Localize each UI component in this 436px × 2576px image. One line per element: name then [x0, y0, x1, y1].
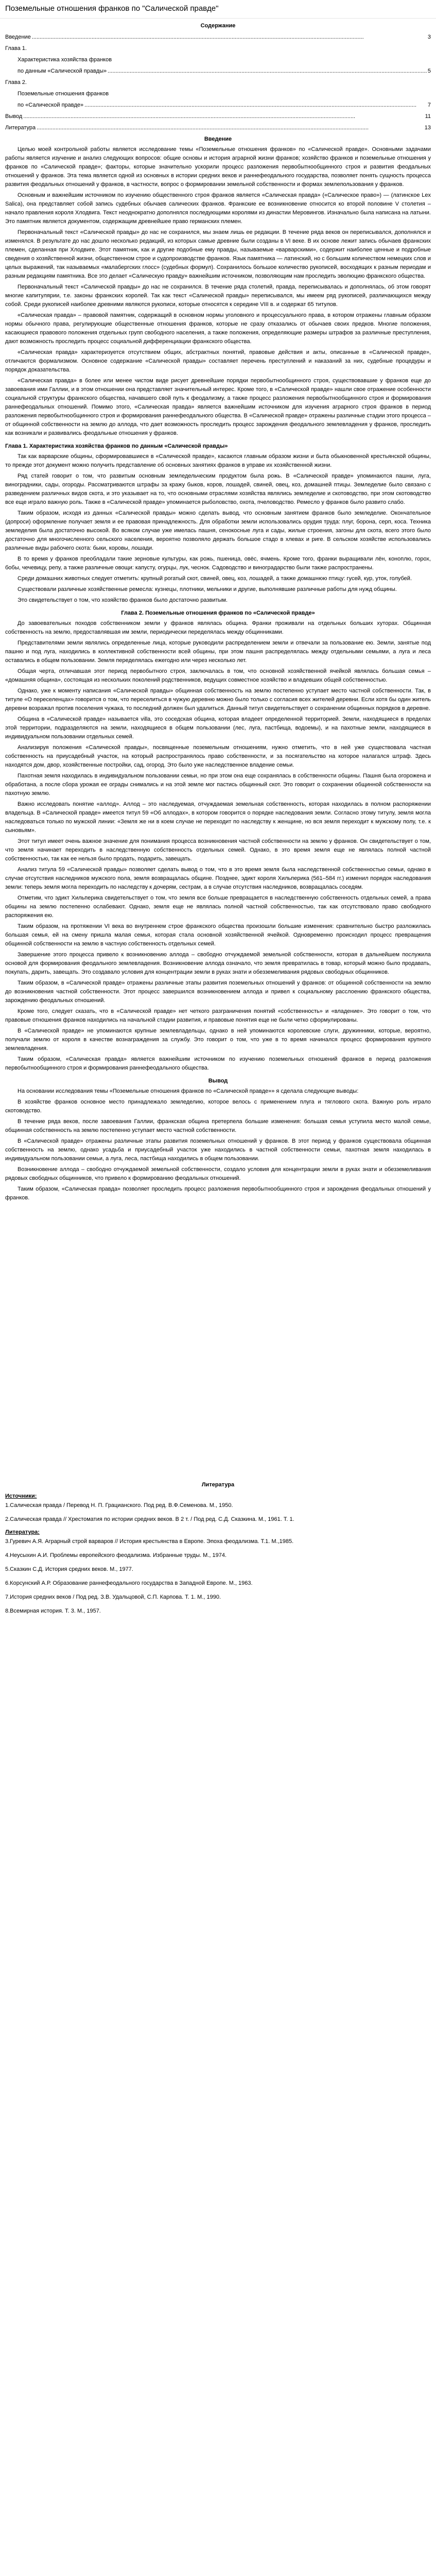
chapter1-heading: Глава 1. Характеристика хозяйства франков по данным «Салической правды»	[5, 443, 228, 449]
paragraph: Завершение этого процесса привело к возникновению аллода – свободно отчуждаемой земельной собственности, которая в дальнейшем послужила основой для формирования феодального землевладения. Возникновение аллода означало, что земля превратилась в товар, который можно было продавать, покупать, дарить, завещать. Это создавало условия для концентрации земли в руках знати и обезземеливания рядовых свободных общинников.	[5, 952, 431, 975]
paragraph: На основании исследования темы «Поземельные отношения франков по «Салической правде»» я сделала следующие выводы:	[18, 1088, 359, 1094]
source-item: 3.Гуревич А.Я. Аграрный строй варваров // История крестьянства в Европе. Эпоха феодализма. Т.1. М.,1985.	[5, 1538, 294, 1545]
paragraph: «Салическая правда» – правовой памятник, содержащий в основном нормы уголовного и процессуального права, в котором отражены главным образом нормы обычного права, регулирующие общественные отношения франков, которые не сразу отказались от обычаев своих предков. Многие положения, касающиеся правового положения отдельных групп свободного населения, а также положения, определяющие размеры штрафов за различные преступления, дают возможность проследить процесс социальной дифференциации франкского общества.	[5, 312, 431, 345]
source-item: 2.Салическая правда // Хрестоматия по истории средних веков. В 2 т. / Под ред. С.Д. Сказкина. М., 1961. Т. 1.	[5, 1516, 294, 1522]
paragraph: Важно исследовать понятие «аллод». Аллод – это наследуемая, отчуждаемая земельная собственность, которая находилась в полном распоряжении владельца. В «Салической правде» имеется титул 59 «Об аллодах», в котором говорится о порядке наследования земли. Согласно этому титулу, земля могла наследоваться только по мужской линии: «Земля же ни в коем случае не переходит по наследству к женщине, но вся земля переходит к мужскому полу, т.е. к сыновьям».	[5, 801, 431, 834]
paragraph: Представителями земли являлись определенные лица, которые руководили распределением земли и отвечали за пользование ею. Земли, занятые под пашню и под луга, находились в коллективной собственности всей общины, при этом пашня распределялась между отдельными семьями, а луга и леса оставались в общем пользовании. Земля переделялась ежегодно или через несколько лет.	[5, 640, 431, 664]
title-divider	[0, 18, 436, 19]
chapter2-section	[5, 619, 431, 1073]
toc-item: по данным «Салической правды» ..... 5	[5, 68, 431, 74]
paragraph: В то время у франков преобладали такие зерновые культуры, как рожь, пшеница, овёс, ячмень. Кроме того, франки выращивали лён, коноплю, горох, бобы, чечевицу, репу, а также различные овощи: капусту, огурцы, лук, чеснок. Садоводство и виноградарство были также распространены.	[5, 556, 431, 571]
paragraph: До завоевательных походов собственником земли у франков являлась община. Франки проживали на отдельных больших хуторах. Общинная собственность на землю, предоставлявшая им земли, периодически переделялась между общинниками.	[5, 620, 431, 635]
paragraph: Таким образом, «Салическая правда» позволяет проследить процесс разложения первобытнообщинного строя и зарождения феодальных отношений у франков.	[5, 1186, 431, 1201]
paragraph: В «Салической правде» отражены различные этапы развития поземельных отношений у франков. В этот период у франков существовала общинная собственность на землю, однако усадьба и приусадебный участок уже находились в частной собственности семьи, пахотная земля находилась в индивидуальном пользовании семьи, а луга, леса, пастбища находились в общем пользовании.	[5, 1138, 431, 1162]
paragraph: В хозяйстве франков основное место принадлежало земледелию, которое велось с применением плуга и тяглового скота. Важную роль играло скотоводство.	[5, 1099, 431, 1114]
toc-item: Введение ..... 3	[5, 34, 431, 40]
primary-sources-label: Источники:	[5, 1493, 37, 1499]
toc-item: Литература ..... 13	[5, 125, 431, 131]
chapter1-section	[5, 452, 431, 605]
intro-section	[5, 145, 431, 438]
paragraph: Анализ титула 59 «Салической правды» позволяет сделать вывод о том, что в это время земля была наследственной собственностью семьи, однако в случае отсутствия наследников мужского пола, земля возвращалась общине. Позднее, эдикт короля Хильперика (561–584 гг.) изменил порядок наследования земли: теперь земля могла переходить по наследству к дочерям, сестрам, а в случае отсутствия наследников, возвращалась соседям.	[5, 867, 431, 890]
paragraph: Это свидетельствует о том, что хозяйство франков было достаточно развитым.	[18, 597, 228, 603]
secondary-sources-label: Литература:	[5, 1529, 40, 1535]
conclusion-heading: Вывод	[208, 1078, 228, 1084]
conclusion-section	[5, 1087, 431, 1202]
toc-item: Глава 1.	[5, 45, 27, 52]
paragraph: Целью моей контрольной работы является исследование темы «Поземельные отношения франков» по «Салической правде». Основными задачами работы является изучение и анализ следующих вопросов: общие основы и история аграрной жизни франков; хозяйство франков и поземельные отношения у франков по «Салической правде»; факторы, которые значительно ускорили процесс разложения первобытнообщинного строя и развития феодальных отношений у франков. Эта тема является одной из основных в истории средних веков и раннефеодального государства, позволяет понять сущность процесса развития феодальных отношений у франков, в частности, вопрос о формировании земельной собственности и формах землепользования у франков.	[5, 146, 431, 188]
paragraph: Первоначальный текст «Салической правды» до нас не сохранился, мы знаем лишь ее редакции. В течение ряда веков он переписывался, дополнялся и изменялся. В результате до нас дошло несколько редакций, из которых самые древние были созданы в VI веке. В их основе лежит запись обычаев франкских племен, сделанная при Хлодвиге. Этот памятник, как и другие подобные ему правды, называемые «варварскими», содержит наиболее ценные и подробные сведения о хозяйственной жизни, общественном строе и судопроизводстве франков. Язык памятника — латинский, но с большим количеством немецких слов и целых выражений, так называемых «малабергских глосс» (судебных формул). Сохранилось большое количество рукописей, восходящих к разным периодам и разным редакциям памятника. Все это делает «Салическую правду» важнейшим источником, позволяющим нам проследить эволюцию франкского общества.	[5, 229, 431, 279]
source-item: 4.Неусыхин А.И. Проблемы европейского феодализма. Избранные труды. М., 1974.	[5, 1552, 227, 1558]
toc-item: Характеристика хозяйства франков	[18, 57, 112, 63]
paragraph: В течение ряда веков, после завоевания Галлии, франкская община претерпела большие изменения: большая семья уступила место малой семье, общинная собственность на землю постепенно уступает место частной собственности.	[5, 1118, 431, 1133]
paragraph: «Салическая правда» характеризуется отсутствием общих, абстрактных понятий, правовые действия и акты, описанные в «Салической правде», отличаются формализмом. Основное содержание «Салической правды» составляет перечень преступлений и наказаний за них, судебные процедуры и порядок доказательства.	[5, 349, 431, 373]
table-of-contents	[5, 34, 431, 131]
toc-item: Глава 2.	[5, 79, 27, 86]
paragraph: Община в «Салической правде» называется villa, это соседская община, которая владеет определенной территорией. Земли, находящиеся в пределах этой территории, подразделяются на земли, находящиеся в общем пользовании (лес, луга, пастбища, водоемы), и на пахотные земли, находящиеся в индивидуальном пользовании отдельных семей.	[5, 716, 431, 740]
paragraph: Ряд статей говорит о том, что развитым основным земледельческим продуктом была рожь. В «Салической правде» упоминаются пашни, луга, виноградники, сады, огороды. Рассматриваются штрафы за кражу быков, коров, лошадей, свиней, овец, коз, домашней птицы. Земледелие было связано с разведением различных видов скота, и это указывает на то, что основными отраслями хозяйства являлись земледелие и скотоводство, при этом скотоводство все еще играло важную роль. Также в «Салической правде» упоминается рыболовство, охота, пчеловодство. Ремесло у франков было развито слабо.	[5, 473, 431, 505]
toc-item: по «Салической правде» ..... 7	[5, 102, 431, 108]
paragraph: «Салическая правда» в более или менее чистом виде рисует древнейшие порядки первобытнообщинного строя, существовавшие у франков еще до завоевания ими Галлии, и в этом отношении она представляет значительный интерес. Кроме того, в «Салической правде» нашли свое отражение особенности социальной структуры франкского общества, начавшего свой путь к феодализму, а также процесс разложения первобытнообщинного строя и формирования раннефеодальных отношений. Помимо этого, «Салическая правда» является важнейшим источником для изучения аграрного строя франков в период разложения первобытнообщинного строя и формирования раннефеодального общества. В «Салической правде» отражены различные стадии этого процесса – от общинной собственности на землю до аллода, что дает возможность проследить процесс зарождения феодального землевладения у франков, проследить как возникали и развивались феодальные отношения у франков.	[5, 378, 431, 436]
source-item: 7.История средних веков / Под ред. З.В. Удальцовой, С.П. Карпова. Т. 1. М., 1990.	[5, 1594, 221, 1600]
paragraph: Основным и важнейшим источником по изучению общественного строя франков является «Салическая правда» («Салическое право») — (латинское Lex Salica), она представляет собой запись судебных обычаев салических франков. Франкские ее возникновение относится ко второй половине V столетия – начало правления короля Хлодвига. Текст неоднократно дополнялся последующими королями из династии Меровингов. Изначально была написана на латыни. Это памятник является документом, содержащим древнейшее право германских племен.	[5, 192, 431, 225]
toc-heading: Содержание	[200, 23, 236, 29]
paragraph: Среди домашних животных следует отметить: крупный рогатый скот, свиней, овец, коз, лошадей, а также домашнюю птицу: гусей, кур, уток, голубей.	[18, 575, 412, 582]
paragraph: Таким образом, «Салическая правда» является важнейшим источником по изучению поземельных отношений франков в период разложения первобытнообщинного строя и формирования раннефеодального общества.	[5, 1056, 431, 1071]
sources-heading: Литература	[201, 1482, 235, 1488]
intro-heading: Введение	[204, 136, 232, 142]
paragraph: Кроме того, следует сказать, что в «Салической правде» нет четкого разграничения понятий «собственность» и «владение». Это говорит о том, что правовые отношения франков находились на начальной стадии развития, и правовые понятия еще не были четко сформулированы.	[5, 1008, 431, 1023]
toc-item: Поземельные отношения франков	[18, 91, 109, 97]
paragraph: Первоначальный текст «Салической правды» до нас не сохранился. В течение ряда столетий, правда, переписывалась и дополнялась, об этом говорят многие капитулярии, т.е. законы франкских королей. Так как текст «Салической правды» переписывался, мы имеем ряд рукописей, различающихся между собой. Среди рукописей наиболее древними являются рукописи, которые относятся к середине VIII в. и содержат 65 титулов.	[5, 284, 431, 308]
paragraph: Однако, уже к моменту написания «Салической правды» общинная собственность на землю постепенно уступает место частной собственности. Так, в титуле «О переселенцах» говорится о том, что переселиться в чужую деревню можно было только с согласия всех жителей деревни. Если хотя бы один житель деревни возражал против поселения чужака, то последний должен был удалиться. Данный титул свидетельствует о сохранении общинных порядков в деревне.	[5, 688, 431, 711]
paragraph: Существовали различные хозяйственные ремесла: кузнецы, плотники, мельники и другие, выполнявшие различные работы для нужд общины.	[18, 586, 397, 592]
paragraph: Таким образом, в «Салической правде» отражены различные этапы развития поземельных отношений у франков: от общинной собственности на землю до возникновения частной собственности. Этот процесс завершился возникновением аллода и привел к социальному расслоению франкского общества, зарождению феодальных отношений.	[5, 980, 431, 1004]
paragraph: Отметим, что эдикт Хильперика свидетельствует о том, что земля все больше превращается в наследственную собственность отдельных семей, а права общины на землю постепенно ослабевают. Однако, земля еще не являлась полной частной собственностью, так как отсутствовало право свободного распоряжения ею.	[5, 895, 431, 919]
source-item: 1.Салическая правда / Перевод Н. П. Грацианского. Под ред. В.Ф.Семенова. М., 1950.	[5, 1502, 233, 1509]
paragraph: Этот титул имеет очень важное значение для понимания процесса возникновения частной собственности на землю у франков. Он свидетельствует о том, что земля начинает переходить в наследственную собственность отдельных семей. Однако, в это время земля еще не являлась полной частной собственностью, так как ее нельзя было продать, подарить, завещать.	[5, 838, 431, 862]
paragraph: Таким образом, на протяжении VI века во внутреннем строе франкского общества произошли большие изменения: сравнительно быстро разложилась большая семья, ей на смену пришла малая семья, которая стала основной хозяйственной ячейкой. Одновременно происходил процесс превращения общинной собственности на землю в частную собственность отдельных семей.	[5, 923, 431, 947]
paragraph: Так как варварские общины, сформировавшиеся в «Салической правде», касаются главным образом жизни и быта обыкновенной крестьянской общины, то прежде этот документ можно получить представление об основных занятиях франков в управе их хозяйственной жизни.	[5, 453, 431, 468]
sources-section	[5, 1493, 431, 1616]
toc-item: Вывод ..... 11	[5, 113, 431, 120]
source-item: 8.Всемирная история. Т. 3. М., 1957.	[5, 1608, 101, 1614]
paragraph: В «Салической правде» не упоминаются крупные землевладельцы, однако в ней упоминаются королевские слуги, дружинники, которые, вероятно, получали землю от короля в качестве вознаграждения за службу. Это говорит о том, что уже в то время начинался процесс формирования крупного землевладения.	[5, 1028, 431, 1052]
paragraph: Пахотная земля находилась в индивидуальном пользовании семьи, но при этом она еще сохранялась в собственности общины. Пашня была огорожена и обработана, а после сбора урожая ее ограды снимались и на этой земле мог пастись общинный скот. Это говорит о сохранении общинной собственности на пахотную землю.	[5, 773, 431, 796]
paragraph: Таким образом, исходя из данных «Салической правды» можно сделать вывод, что основным занятием франков было земледелие. Окончательное (допроси) оформление получает земля и ее правовая принадлежность. Для обработки земли использовались орудия труда: плуг, борона, серп, коса. Техника земледелия была достаточно высокой. Во всяком случае уже имелась пашня, сенокосные луга и сады, жилые строения, загоны для скота, всего этого было достаточно для многочисленного сельского населения, вероятно позволяло держать большое стадо в хлевах и риге. В сельском хозяйстве использовались различные виды рабочего скота: быки, коровы, лошади.	[5, 510, 431, 551]
document-title: Поземельные отношения франков по "Салической правде"	[5, 4, 219, 13]
paragraph: Возникновение аллода – свободно отчуждаемой земельной собственности, создало условия для концентрации земли в руках знати и обезземеливания рядовых свободных общинников, что привело к формированию феодальных отношений.	[5, 1166, 431, 1181]
source-item: 6.Корсунский А.Р. Образование раннефеодального государства в Западной Европе. М., 1963.	[5, 1580, 253, 1586]
chapter2-heading: Глава 2. Поземельные отношения франков по «Салической правде»	[121, 610, 315, 616]
page-gap	[5, 1205, 431, 1472]
paragraph: Анализируя положения «Салической правды», посвященные поземельным отношениям, нужно отметить, что в ней уже существовала частная собственность на приусадебный участок, на который распространялось право собственности, и за посягательство на которое налагался штраф. Здесь находятся дом, двор, хозяйственные постройки, сад, огород. Это было уже наследственное владение семьи.	[5, 744, 431, 768]
source-item: 5.Сказкин С.Д. История средних веков. М., 1977.	[5, 1566, 133, 1572]
paragraph: Общая черта, отличавшая этот период первобытного строя, заключалась в том, что основной хозяйственной ячейкой являлась большая семья – «домашняя община», состоящая из нескольких поколений родственников, ведущих совместное хозяйство и владевших общей собственностью.	[5, 668, 431, 683]
